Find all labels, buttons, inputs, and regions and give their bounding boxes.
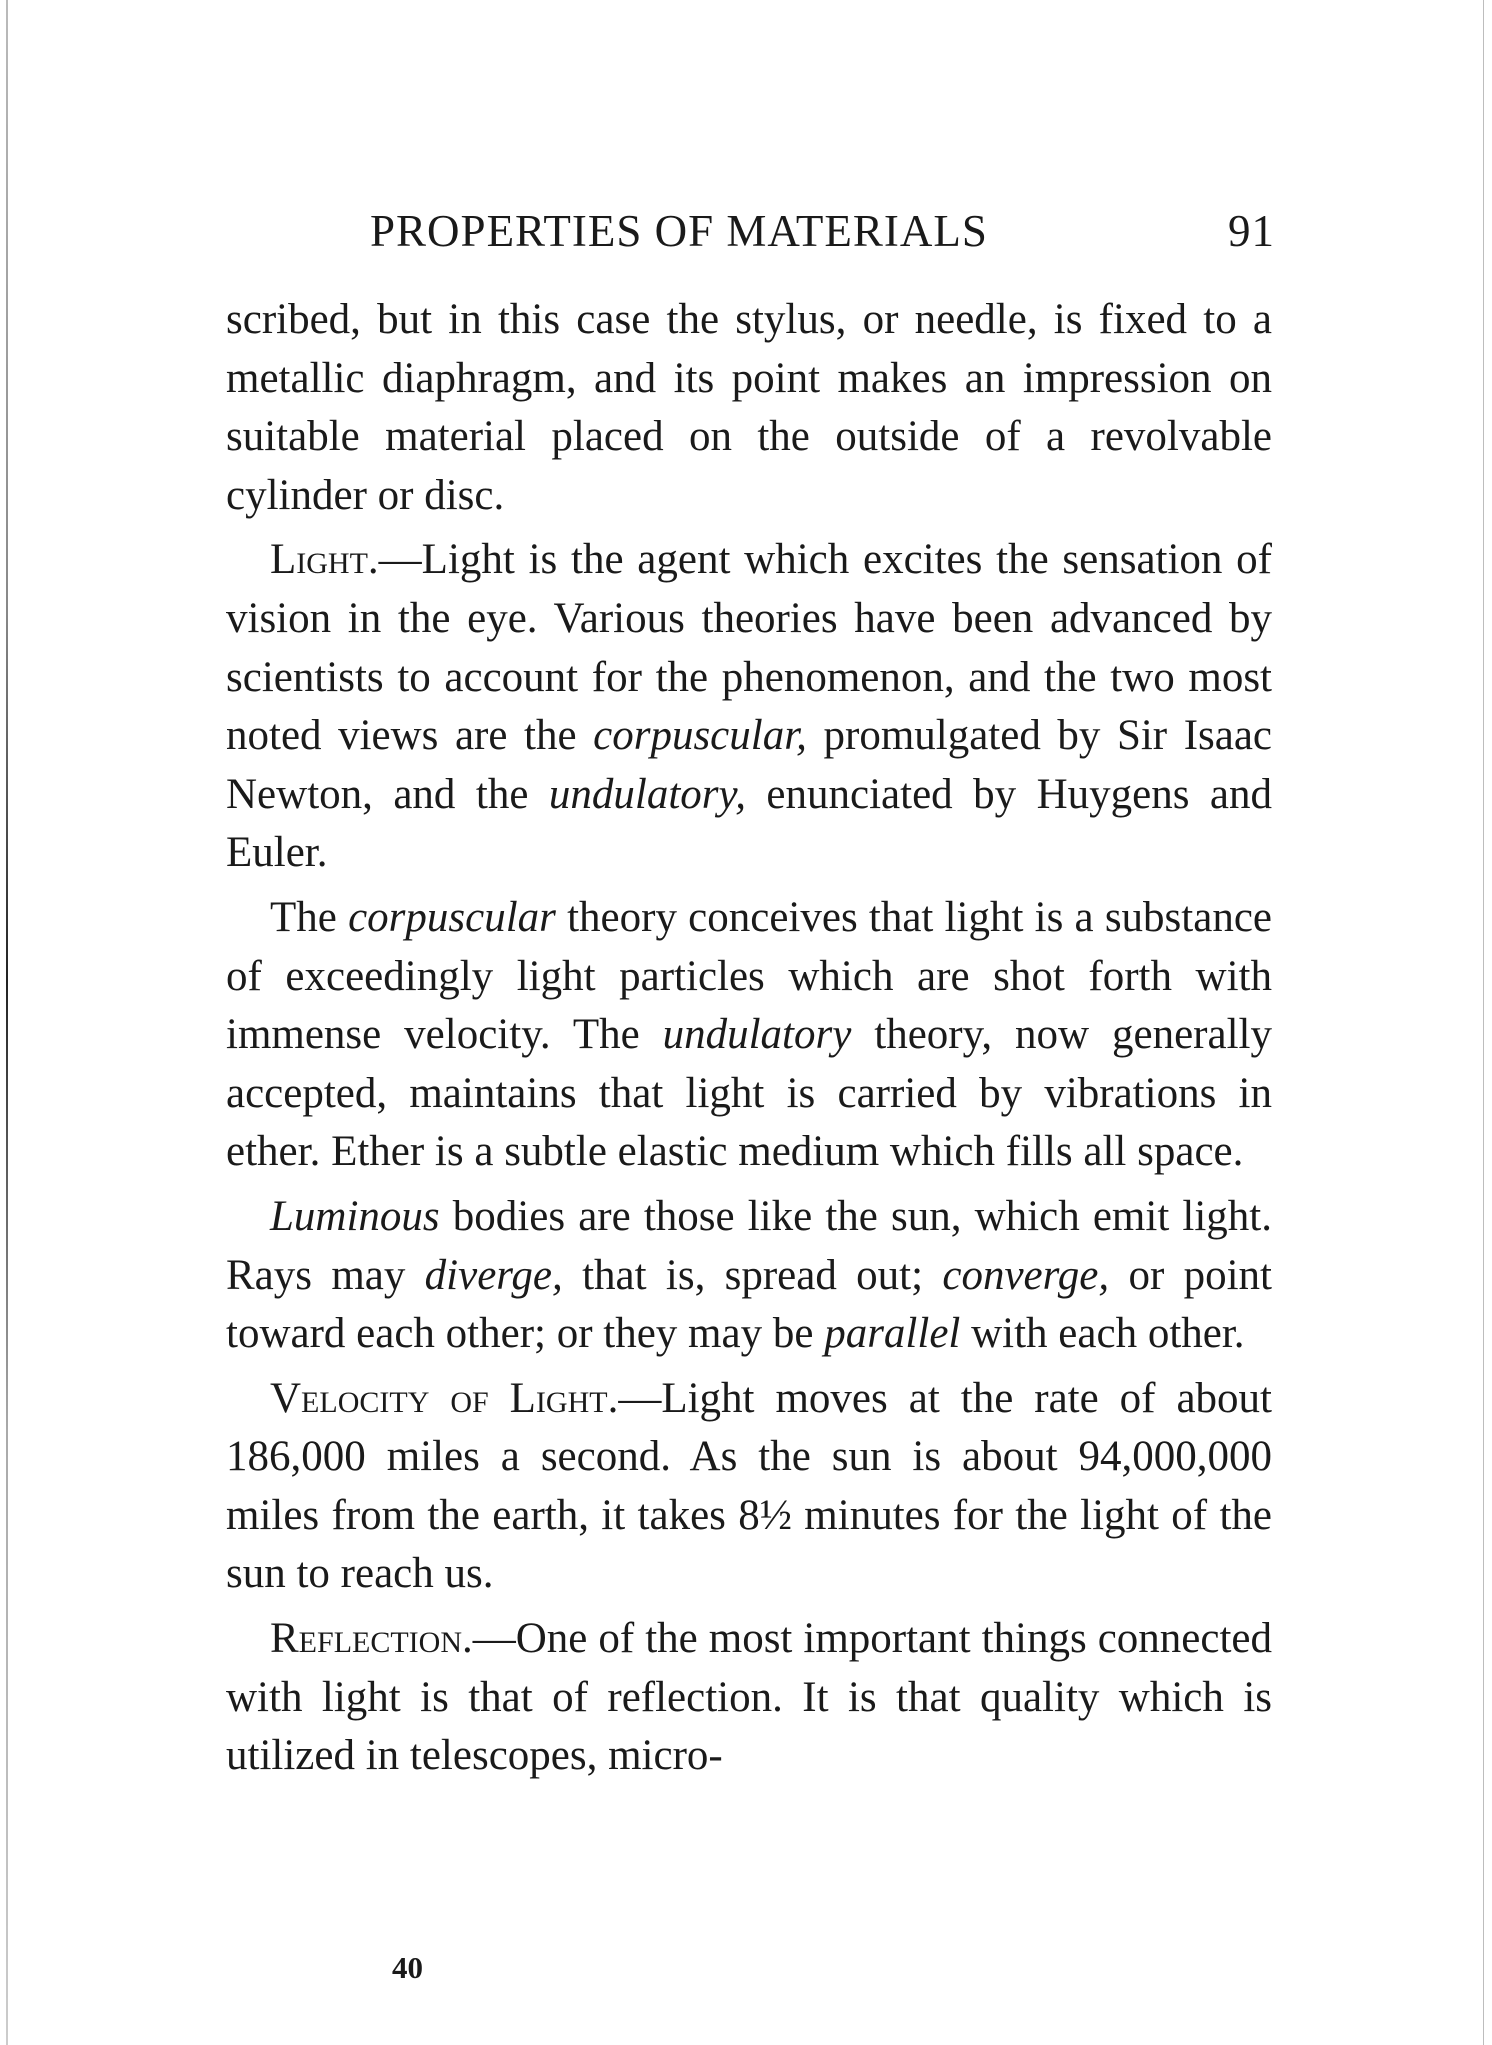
paragraph-text: theory, now generally accepted, maintains that light is carried by vibrations in ether. Ether is a subtle elastic medium which fills all space.	[226, 1011, 1272, 1176]
paragraph-text: The	[270, 893, 349, 941]
paragraph-luminous-bodies	[226, 1188, 1272, 1364]
body-text	[226, 291, 1272, 1792]
paragraph-velocity-of-light	[226, 1370, 1272, 1604]
page-header	[370, 205, 1275, 265]
italic-term: undulatory,	[548, 770, 746, 818]
italic-term: corpuscular,	[593, 712, 807, 760]
paragraph-text: bodies are those like the sun, which emit light. Rays may	[226, 1192, 1272, 1299]
paragraph-corpuscular-theory	[226, 889, 1272, 1182]
italic-term: undulatory	[662, 1011, 852, 1059]
paragraph-light	[226, 531, 1272, 883]
paragraph-text: —Light moves at the rate of about 186,000 miles a second. As the sun is about 94,000,000 miles from the earth, it takes 8½ minutes for the light of the sun to reach us.	[226, 1374, 1273, 1598]
paragraph-text: promulgated by Sir Isaac Newton, and the	[226, 712, 1273, 818]
page-right-edge-line	[1483, 0, 1484, 2045]
signature-mark: 40	[392, 1950, 423, 1985]
paragraph-text: theory conceives that light is a substance of exceedingly light particles which are shot forth with immense velocity. The	[226, 893, 1272, 1059]
running-title: PROPERTIES OF MATERIALS	[370, 206, 988, 256]
paragraph-text: enunciated by Huygens and Euler.	[226, 770, 1272, 877]
paragraph-text: —Light is the agent which excites the sensation of vision in the eye. Various theories have been advanced by scientists to account for the phenomenon, and the two most noted views are the	[226, 536, 1272, 760]
section-heading-light: Light.	[270, 536, 379, 584]
section-heading-reflection: Reflection.	[270, 1615, 473, 1663]
paragraph-text: scribed, but in this case the stylus, or needle, is fixed to a metallic diaphragm, and its point makes an impression on suitable material placed on the outside of a revolvable cylinder or disc.	[226, 296, 1272, 519]
page-number: 91	[1228, 206, 1275, 256]
italic-term: parallel	[824, 1310, 961, 1358]
paragraph-reflection	[226, 1610, 1272, 1786]
italic-term: converge,	[942, 1251, 1110, 1299]
page-left-edge-shadow	[6, 0, 8, 2045]
paragraph-text: that is, spread out;	[562, 1251, 943, 1299]
paragraph-text: —One of the most important things connected with light is that of reflection. It is that quality which is utilized in telescopes, micro-	[226, 1615, 1272, 1780]
section-heading-velocity: Velocity of Light.	[270, 1374, 619, 1422]
paragraph-continuation	[226, 291, 1272, 525]
italic-term: corpuscular	[348, 893, 556, 941]
italic-term: Luminous	[270, 1192, 440, 1240]
paragraph-text: with each other.	[960, 1310, 1245, 1358]
paragraph-text: or point toward each other; or they may be	[226, 1251, 1272, 1358]
italic-term: diverge,	[424, 1251, 563, 1299]
